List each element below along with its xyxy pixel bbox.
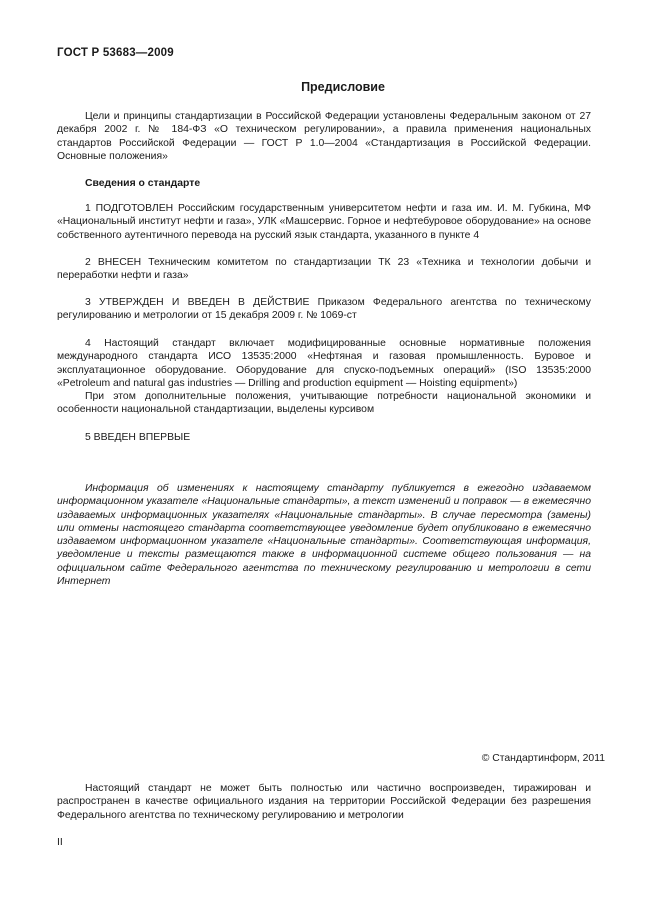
item-3-paragraph: 3 УТВЕРЖДЕН И ВВЕДЕН В ДЕЙСТВИЕ Приказом Федерального агентства по техническому регулированию и метрологии от 15 декабря 2009 г. № 1069-ст [57, 297, 591, 322]
standard-designation: ГОСТ Р 53683—2009 [57, 47, 174, 59]
info-heading: Сведения о стандарте [85, 178, 201, 189]
item-4-paragraph: 4 Настоящий стандарт включает модифицированные основные нормативные положения международного стандарта ИСО 13535:2000 «Нефтяная и газовая промышленность. Буровое и эксплуатационное оборудование. Оборудование для спуско-подъемных операций» (ISO 13535:2000 «Petroleum and natural gas industries — Drilling and production equipment — Hoisting equipment») [57, 338, 591, 389]
intro-paragraph: Цели и принципы стандартизации в Российской Федерации установлены Федеральным законом от 27 декабря 2002 г. № 184-ФЗ «О техническом регулировании», а правила применения национальных стандартов Российской Федерации — ГОСТ Р 1.0—2004 «Стандартизация в Российской Федерации. Основные положения» [57, 111, 591, 162]
reproduction-notice: Настоящий стандарт не может быть полностью или частично воспроизведен, тиражирован и распространен в качестве официального издания на территории Российской Федерации без разрешения Федерального агентства по техническому регулированию и метрологии [57, 783, 591, 821]
info-notice-paragraph: Информация об изменениях к настоящему стандарту публикуется в ежегодно издаваемом информационном указателе «Национальные стандарты», а текст изменений и поправок — в ежемесячно издаваемых информационных указателях «Национальные стандарты». В случае пересмотра (замены) или отмены настоящего стандарта соответствующее уведомление будет опубликовано в ежемесячно издаваемом информационном указателе «Национальные стандарты». Соответствующая информация, уведомление и тексты размещаются также в информационной системе общего пользования — на официальном сайте Федерального агентства по техническому регулированию и метрологии в сети Интернет [57, 483, 591, 588]
item-1-paragraph: 1 ПОДГОТОВЛЕН Российским государственным университетом нефти и газа им. И. М. Губкина, МФ «Национальный институт нефти и газа», УЛК «Машсервис. Горное и нефтебуровое оборудование» на основе собственного аутентичного перевода на русский язык стандарта, указанного в пункте 4 [57, 203, 591, 241]
item-4-note-paragraph: При этом дополнительные положения, учитывающие потребности национальной экономики и особенности национальной стандартизации, выделены курсивом [57, 391, 591, 416]
copyright-line: © Стандартинформ, 2011 [481, 753, 605, 764]
page-title: Предисловие [301, 80, 385, 94]
item-2-paragraph: 2 ВНЕСЕН Техническим комитетом по стандартизации ТК 23 «Техника и технологии добычи и переработки нефти и газа» [57, 257, 591, 282]
page-number: II [57, 837, 63, 848]
item-5-paragraph: 5 ВВЕДЕН ВПЕРВЫЕ [85, 432, 191, 443]
